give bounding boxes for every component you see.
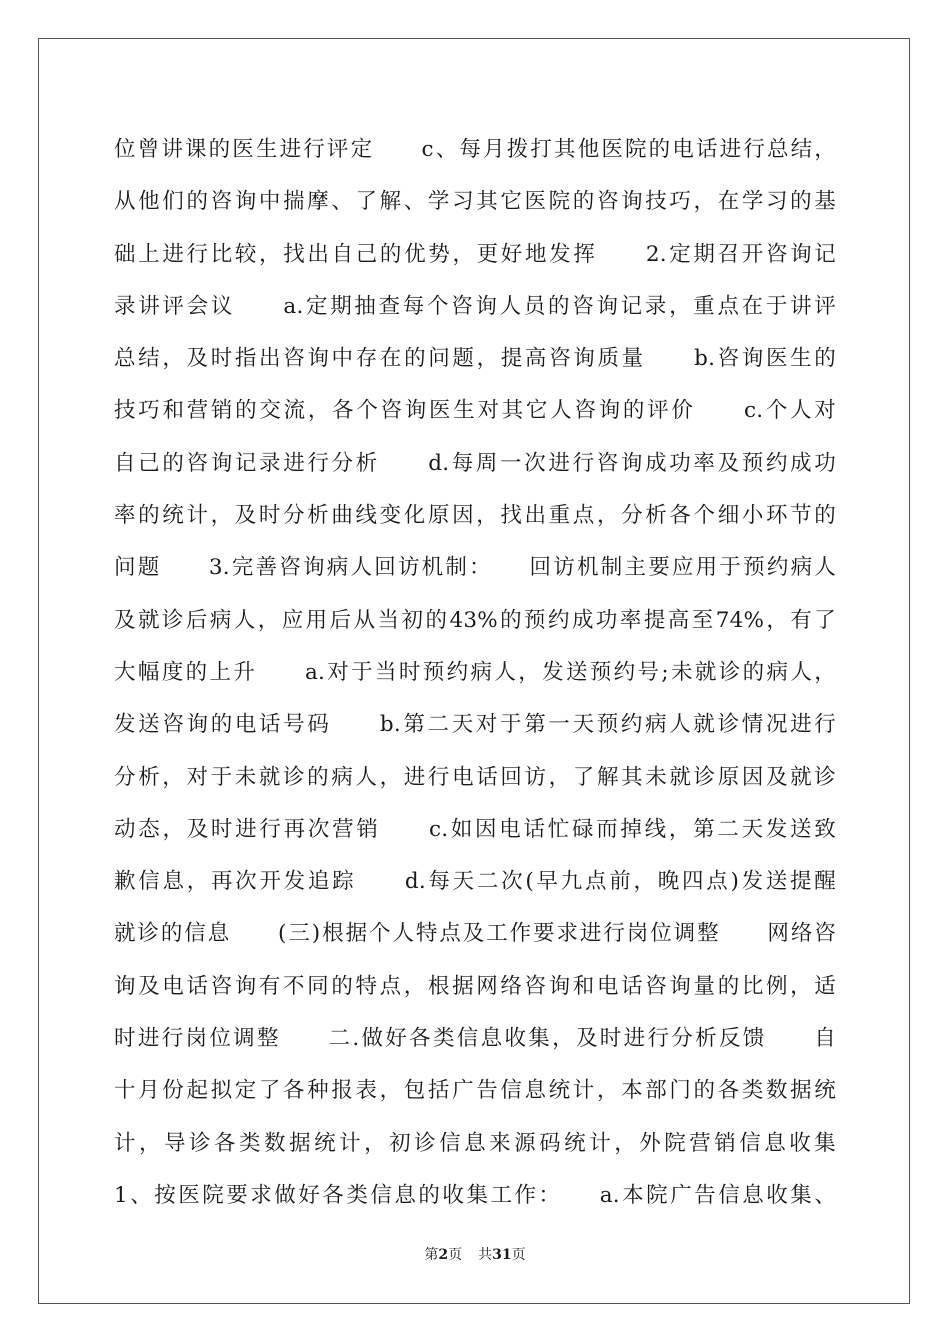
text-line: 动态，及时进行再次营销 c.如因电话忙碌而掉线，第二天发送致 — [114, 816, 836, 842]
document-body — [114, 124, 836, 1222]
text-line: 歉信息，再次开发追踪 d.每天二次(早九点前，晚四点)发送提醒 — [114, 869, 836, 895]
text-line: 从他们的咨询中揣摩、了解、学习其它医院的咨询技巧，在学习的基 — [114, 189, 836, 215]
text-line: 总结，及时指出咨询中存在的问题，提高咨询质量 b.咨询医生的 — [114, 346, 836, 372]
text-line: 时进行岗位调整 二.做好各类信息收集，及时进行分析反馈 自 — [114, 1026, 836, 1052]
text-line: 及就诊后病人，应用后从当初的43%的预约成功率提高至74%，有了 — [114, 607, 836, 633]
text-line: 自己的咨询记录进行分析 d.每周一次进行咨询成功率及预约成功 — [114, 450, 836, 476]
text-line: 1、按医院要求做好各类信息的收集工作： a.本院广告信息收集、 — [114, 1182, 836, 1208]
text-line: 十月份起拟定了各种报表，包括广告信息统计，本部门的各类数据统 — [114, 1078, 836, 1104]
total-prefix: 共 — [478, 1247, 493, 1263]
text-line: 录讲评会议 a.定期抽查每个咨询人员的咨询记录，重点在于讲评 — [114, 293, 836, 319]
page-unit: 页 — [448, 1247, 463, 1263]
text-line: 询及电话咨询有不同的特点，根据网络咨询和电话咨询量的比例，适 — [114, 973, 836, 999]
text-line: 分析，对于未就诊的病人，进行电话回访，了解其未就诊原因及就诊 — [114, 764, 836, 790]
page-number — [424, 1247, 462, 1263]
text-line: 技巧和营销的交流，各个咨询医生对其它人咨询的评价 c.个人对 — [114, 398, 836, 424]
page-footer — [0, 1244, 950, 1264]
total-page-count: 31 — [492, 1247, 512, 1263]
text-line: 发送咨询的电话号码 b.第二天对于第一天预约病人就诊情况进行 — [114, 712, 836, 738]
current-page-number: 2 — [438, 1247, 449, 1263]
total-unit: 页 — [511, 1247, 526, 1263]
page-prefix: 第 — [424, 1247, 439, 1263]
text-line: 计，导诊各类数据统计，初诊信息来源码统计，外院营销信息收集 — [114, 1130, 836, 1156]
text-line: 问题 3.完善咨询病人回访机制： 回访机制主要应用于预约病人 — [114, 555, 836, 581]
text-line: 础上进行比较，找出自己的优势，更好地发挥 2.定期召开咨询记 — [114, 241, 836, 267]
text-line: 就诊的信息 (三)根据个人特点及工作要求进行岗位调整 网络咨 — [114, 921, 836, 947]
text-line: 大幅度的上升 a.对于当时预约病人，发送预约号;未就诊的病人， — [114, 659, 836, 685]
page-total — [478, 1247, 525, 1263]
text-line: 位曾讲课的医生进行评定 c、每月拨打其他医院的电话进行总结， — [114, 137, 836, 162]
text-line: 率的统计，及时分析曲线变化原因，找出重点，分析各个细小环节的 — [114, 503, 836, 529]
